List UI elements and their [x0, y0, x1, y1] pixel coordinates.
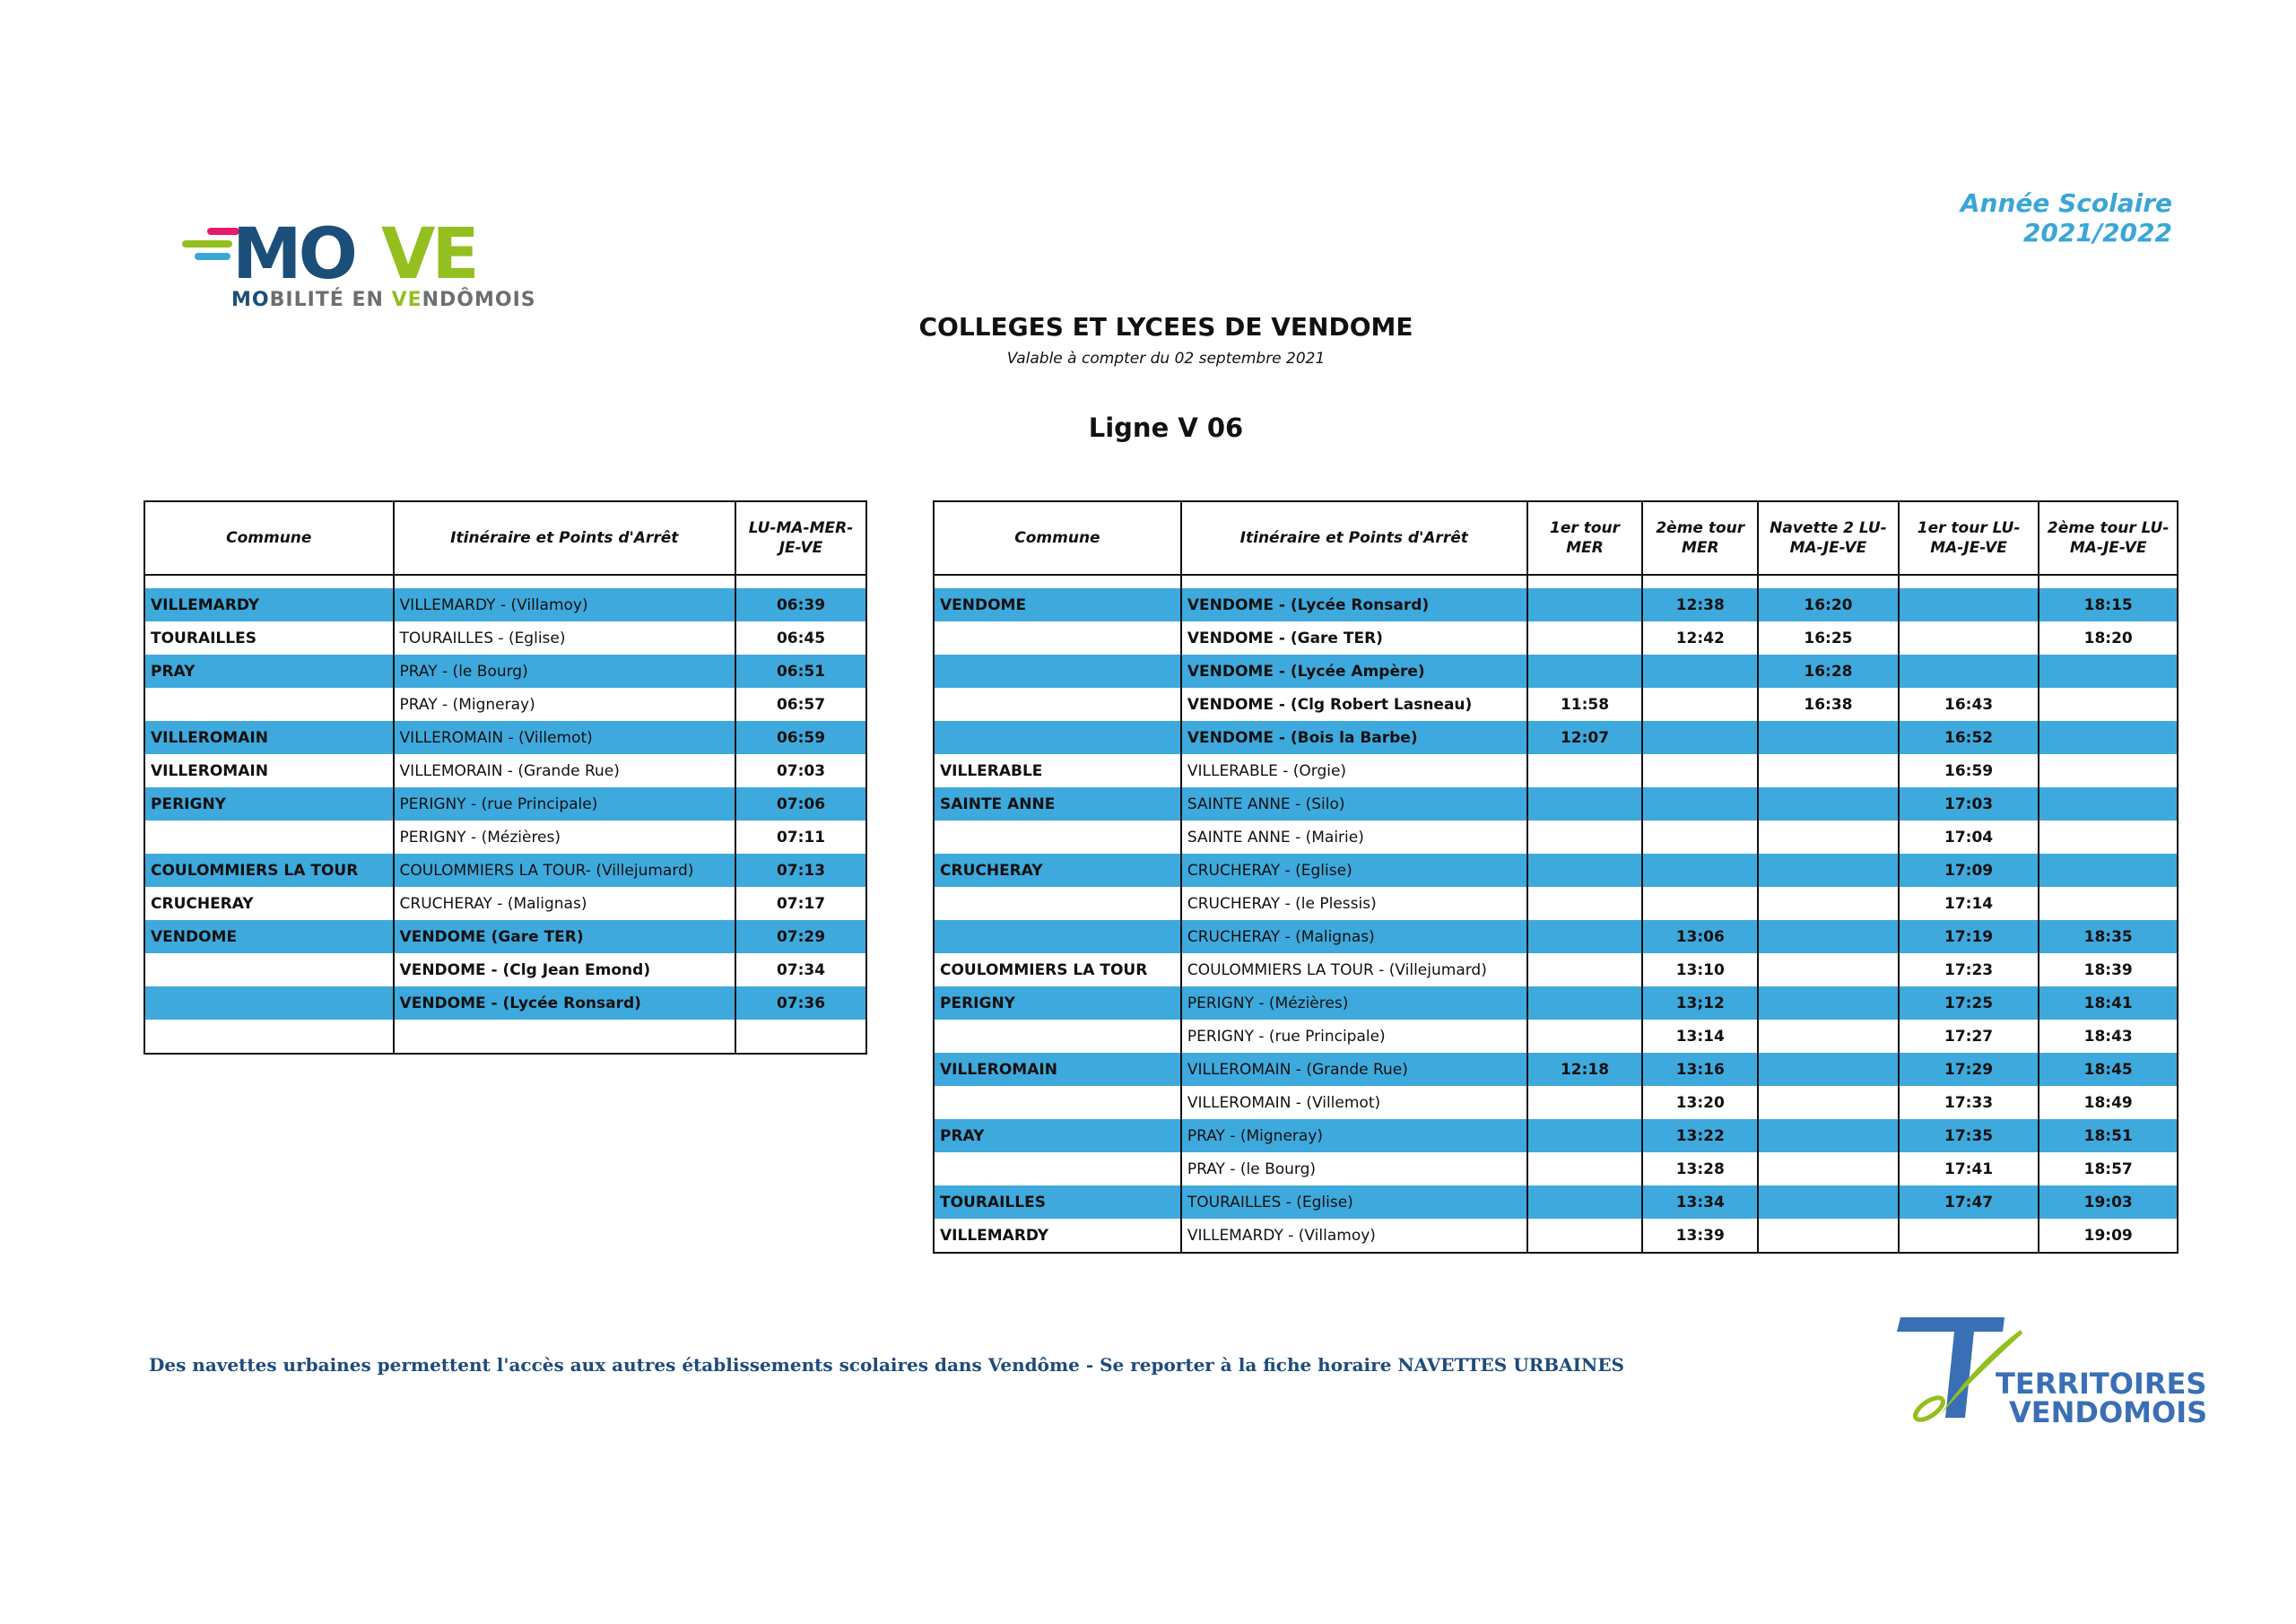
table-row: [934, 1086, 2178, 1119]
time-cell: 06:59: [735, 721, 866, 754]
commune-cell: [934, 655, 1181, 688]
commune-cell: CRUCHERAY: [144, 887, 394, 920]
time-cell: 07:13: [735, 854, 866, 887]
commune-cell: COULOMMIERS LA TOUR: [934, 953, 1181, 986]
time-cell: [1527, 821, 1643, 854]
commune-cell: TOURAILLES: [934, 1185, 1181, 1219]
commune-cell: VILLEROMAIN: [144, 721, 394, 754]
time-cell: 16:59: [1899, 754, 2039, 787]
table-row: [934, 655, 2178, 688]
time-cell: [1642, 721, 1758, 754]
stop-cell: VILLEROMAIN - (Villemot): [1181, 1086, 1527, 1119]
spacer-cell: [1642, 575, 1758, 588]
table-row: [144, 754, 866, 787]
commune-cell: SAINTE ANNE: [934, 787, 1181, 821]
stop-cell: PRAY - (le Bourg): [394, 655, 735, 688]
commune-cell: CRUCHERAY: [934, 854, 1181, 887]
time-cell: 17:09: [1899, 854, 2039, 887]
time-cell: 06:39: [735, 588, 866, 621]
time-cell: [2039, 655, 2178, 688]
table-row: [934, 1119, 2178, 1152]
time-cell: [1758, 754, 1899, 787]
time-cell: 18:20: [2039, 621, 2178, 655]
time-cell: [1527, 787, 1643, 821]
commune-cell: PRAY: [934, 1119, 1181, 1152]
commune-cell: VILLEROMAIN: [934, 1053, 1181, 1086]
time-cell: [1642, 754, 1758, 787]
stop-cell: PERIGNY - (Mézières): [394, 821, 735, 854]
time-cell: 17:25: [1899, 986, 2039, 1020]
time-cell: 17:23: [1899, 953, 2039, 986]
spacer-cell: [144, 575, 394, 588]
move-tagline: MOBILITÉ EN VENDÔMOIS: [231, 289, 536, 311]
commune-cell: [144, 1020, 394, 1054]
time-cell: 17:29: [1899, 1053, 2039, 1086]
table-row: [934, 1219, 2178, 1253]
time-cell: [1899, 621, 2039, 655]
time-cell: 16:38: [1758, 688, 1899, 721]
stop-cell: CRUCHERAY - (Eglise): [1181, 854, 1527, 887]
time-cell: [1527, 887, 1643, 920]
table-row: [934, 986, 2178, 1020]
time-cell: 13:22: [1642, 1119, 1758, 1152]
time-cell: [1527, 854, 1643, 887]
table-row: [144, 953, 866, 986]
time-cell: [1527, 1152, 1643, 1185]
time-cell: [1527, 986, 1643, 1020]
time-cell: 17:03: [1899, 787, 2039, 821]
stop-cell: PERIGNY - (rue Principale): [1181, 1020, 1527, 1053]
time-cell: 06:57: [735, 688, 866, 721]
spacer-cell: [2039, 575, 2178, 588]
time-cell: [1642, 787, 1758, 821]
time-cell: [1758, 1020, 1899, 1053]
time-cell: [1758, 1086, 1899, 1119]
commune-cell: VILLEMARDY: [934, 1219, 1181, 1253]
stop-cell: PRAY - (le Bourg): [1181, 1152, 1527, 1185]
stop-cell: VENDOME - (Gare TER): [1181, 621, 1527, 655]
col-header: Commune: [144, 501, 394, 575]
table-row: [144, 986, 866, 1020]
spacer-cell: [1758, 575, 1899, 588]
table-row: [144, 588, 866, 621]
stop-cell: TOURAILLES - (Eglise): [1181, 1185, 1527, 1219]
table-row: [144, 688, 866, 721]
spacer-cell: [735, 575, 866, 588]
commune-cell: [144, 688, 394, 721]
table-row: [144, 821, 866, 854]
col-header: Itinéraire et Points d'Arrêt: [394, 501, 735, 575]
time-cell: [1642, 688, 1758, 721]
time-cell: [2039, 787, 2178, 821]
time-cell: 13:39: [1642, 1219, 1758, 1253]
svg-text:MO: MO: [232, 217, 354, 295]
time-cell: [1527, 588, 1643, 621]
time-cell: 18:35: [2039, 920, 2178, 953]
commune-cell: VENDOME: [934, 588, 1181, 621]
col-header: Commune: [934, 501, 1181, 575]
time-cell: [1758, 1053, 1899, 1086]
page-title: COLLEGES ET LYCEES DE VENDOME: [918, 312, 1413, 342]
commune-cell: PERIGNY: [144, 787, 394, 821]
commune-cell: [934, 821, 1181, 854]
stop-cell: CRUCHERAY - (Malignas): [394, 887, 735, 920]
time-cell: [1758, 887, 1899, 920]
table-row: [144, 1020, 866, 1054]
col-header: 2ème tour MER: [1642, 501, 1758, 575]
col-header: 1er tour MER: [1527, 501, 1643, 575]
time-cell: 07:11: [735, 821, 866, 854]
time-cell: [1527, 1086, 1643, 1119]
table-row: [934, 1053, 2178, 1086]
time-cell: [1527, 953, 1643, 986]
time-cell: 17:27: [1899, 1020, 2039, 1053]
commune-cell: [934, 920, 1181, 953]
commune-cell: [934, 621, 1181, 655]
stop-cell: VENDOME - (Lycée Ronsard): [1181, 588, 1527, 621]
time-cell: 17:19: [1899, 920, 2039, 953]
time-cell: 18:15: [2039, 588, 2178, 621]
stop-cell: SAINTE ANNE - (Mairie): [1181, 821, 1527, 854]
time-cell: [1642, 821, 1758, 854]
table-row: [144, 621, 866, 655]
stop-cell: VILLEROMAIN - (Grande Rue): [1181, 1053, 1527, 1086]
time-cell: [2039, 887, 2178, 920]
time-cell: [1758, 787, 1899, 821]
time-cell: [1899, 655, 2039, 688]
time-cell: 17:14: [1899, 887, 2039, 920]
time-cell: 07:03: [735, 754, 866, 787]
time-cell: 17:35: [1899, 1119, 2039, 1152]
time-cell: 18:45: [2039, 1053, 2178, 1086]
commune-cell: PERIGNY: [934, 986, 1181, 1020]
time-cell: 07:36: [735, 986, 866, 1020]
stop-cell: VILLEMORAIN - (Grande Rue): [394, 754, 735, 787]
stop-cell: VILLEROMAIN - (Villemot): [394, 721, 735, 754]
time-cell: 17:47: [1899, 1185, 2039, 1219]
time-cell: 07:34: [735, 953, 866, 986]
table-row: [934, 787, 2178, 821]
stop-cell: VENDOME (Gare TER): [394, 920, 735, 953]
territoires-line2: VENDOMOIS: [2009, 1395, 2208, 1429]
table-row: [144, 887, 866, 920]
commune-cell: VILLEMARDY: [144, 588, 394, 621]
time-cell: 19:03: [2039, 1185, 2178, 1219]
time-cell: [1642, 887, 1758, 920]
col-header: 2ème tour LU-MA-JE-VE: [2039, 501, 2178, 575]
table-row: [934, 621, 2178, 655]
commune-cell: [144, 821, 394, 854]
time-cell: 07:17: [735, 887, 866, 920]
time-cell: [1527, 1119, 1643, 1152]
stop-cell: PRAY - (Migneray): [1181, 1119, 1527, 1152]
svg-text:VE: VE: [381, 217, 476, 295]
commune-cell: PRAY: [144, 655, 394, 688]
table-row: [934, 754, 2178, 787]
table-row: [934, 1020, 2178, 1053]
time-cell: 17:04: [1899, 821, 2039, 854]
spacer-cell: [934, 575, 1181, 588]
time-cell: [2039, 821, 2178, 854]
stop-cell: TOURAILLES - (Eglise): [394, 621, 735, 655]
time-cell: [1758, 920, 1899, 953]
time-cell: 12:18: [1527, 1053, 1643, 1086]
spacer-cell: [1181, 575, 1527, 588]
stop-cell: CRUCHERAY - (le Plessis): [1181, 887, 1527, 920]
table-row: [934, 920, 2178, 953]
validity-date: Valable à compter du 02 septembre 2021: [1006, 350, 1326, 368]
line-name: Ligne V 06: [1088, 413, 1244, 443]
commune-cell: VILLEROMAIN: [144, 754, 394, 787]
time-cell: [1758, 986, 1899, 1020]
time-cell: 12:07: [1527, 721, 1643, 754]
table-row: [934, 854, 2178, 887]
time-cell: 16:25: [1758, 621, 1899, 655]
time-cell: 13:16: [1642, 1053, 1758, 1086]
territoires-line1: TERRITOIRES: [1996, 1367, 2207, 1401]
time-cell: [1758, 1152, 1899, 1185]
stop-cell: [394, 1020, 735, 1054]
time-cell: [2039, 854, 2178, 887]
table-row: [144, 721, 866, 754]
time-cell: 17:41: [1899, 1152, 2039, 1185]
spacer-cell: [1899, 575, 2039, 588]
time-cell: [2039, 721, 2178, 754]
table-row: [934, 1152, 2178, 1185]
time-cell: [1758, 854, 1899, 887]
time-cell: [1527, 621, 1643, 655]
footer-note: Des navettes urbaines permettent l'accès aux autres établissements scolaires dans Vendôme - Se reporter à la fiche horaire NAVETTES URBAINES: [149, 1354, 1624, 1376]
timetable-return: [933, 500, 2179, 1254]
time-cell: 13:14: [1642, 1020, 1758, 1053]
stop-cell: VENDOME - (Bois la Barbe): [1181, 721, 1527, 754]
stop-cell: VENDOME - (Lycée Ronsard): [394, 986, 735, 1020]
stop-cell: PRAY - (Migneray): [394, 688, 735, 721]
time-cell: 06:51: [735, 655, 866, 688]
time-cell: [1758, 953, 1899, 986]
table-row: [934, 821, 2178, 854]
time-cell: 13;12: [1642, 986, 1758, 1020]
table-row: [934, 688, 2178, 721]
time-cell: 16:20: [1758, 588, 1899, 621]
col-header: 1er tour LU-MA-JE-VE: [1899, 501, 2039, 575]
time-cell: 18:41: [2039, 986, 2178, 1020]
col-header: LU-MA-MER-JE-VE: [735, 501, 866, 575]
time-cell: 16:52: [1899, 721, 2039, 754]
stop-cell: VENDOME - (Clg Robert Lasneau): [1181, 688, 1527, 721]
time-cell: [1758, 1219, 1899, 1253]
time-cell: [1527, 1219, 1643, 1253]
time-cell: [1527, 655, 1643, 688]
stop-cell: PERIGNY - (Mézières): [1181, 986, 1527, 1020]
commune-cell: [144, 986, 394, 1020]
time-cell: 12:38: [1642, 588, 1758, 621]
commune-cell: COULOMMIERS LA TOUR: [144, 854, 394, 887]
table-row: [934, 1185, 2178, 1219]
time-cell: 11:58: [1527, 688, 1643, 721]
spacer-cell: [394, 575, 735, 588]
time-cell: [2039, 754, 2178, 787]
commune-cell: [144, 953, 394, 986]
time-cell: 16:28: [1758, 655, 1899, 688]
commune-cell: [934, 1152, 1181, 1185]
time-cell: 17:33: [1899, 1086, 2039, 1119]
time-cell: [1899, 1219, 2039, 1253]
time-cell: [735, 1020, 866, 1054]
time-cell: 07:06: [735, 787, 866, 821]
time-cell: 18:43: [2039, 1020, 2178, 1053]
table-row: [144, 655, 866, 688]
time-cell: 18:57: [2039, 1152, 2178, 1185]
time-cell: [1527, 1020, 1643, 1053]
commune-cell: [934, 688, 1181, 721]
time-cell: 12:42: [1642, 621, 1758, 655]
time-cell: 19:09: [2039, 1219, 2178, 1253]
time-cell: 18:39: [2039, 953, 2178, 986]
time-cell: [1642, 854, 1758, 887]
time-cell: [1642, 655, 1758, 688]
commune-cell: [934, 721, 1181, 754]
table-row: [934, 588, 2178, 621]
commune-cell: TOURAILLES: [144, 621, 394, 655]
stop-cell: SAINTE ANNE - (Silo): [1181, 787, 1527, 821]
stop-cell: VILLEMARDY - (Villamoy): [394, 588, 735, 621]
time-cell: 13:20: [1642, 1086, 1758, 1119]
time-cell: [1899, 588, 2039, 621]
table-row: [144, 920, 866, 953]
col-header: Navette 2 LU-MA-JE-VE: [1758, 501, 1899, 575]
spacer-cell: [1527, 575, 1643, 588]
timetable-morning: [144, 500, 867, 1055]
commune-cell: VILLERABLE: [934, 754, 1181, 787]
time-cell: [1527, 1185, 1643, 1219]
time-cell: 13:28: [1642, 1152, 1758, 1185]
time-cell: [1758, 821, 1899, 854]
time-cell: 16:43: [1899, 688, 2039, 721]
table-row: [144, 787, 866, 821]
stop-cell: COULOMMIERS LA TOUR - (Villejumard): [1181, 953, 1527, 986]
time-cell: 13:06: [1642, 920, 1758, 953]
time-cell: [1527, 754, 1643, 787]
time-cell: [1758, 721, 1899, 754]
time-cell: 13:34: [1642, 1185, 1758, 1219]
stop-cell: COULOMMIERS LA TOUR- (Villejumard): [394, 854, 735, 887]
commune-cell: [934, 1086, 1181, 1119]
commune-cell: [934, 887, 1181, 920]
time-cell: 18:51: [2039, 1119, 2178, 1152]
commune-cell: [934, 1020, 1181, 1053]
commune-cell: VENDOME: [144, 920, 394, 953]
time-cell: [1527, 920, 1643, 953]
table-row: [934, 887, 2178, 920]
school-year: Année Scolaire 2021/2022: [1960, 188, 2172, 248]
time-cell: 07:29: [735, 920, 866, 953]
time-cell: 06:45: [735, 621, 866, 655]
time-cell: [2039, 688, 2178, 721]
stop-cell: VILLERABLE - (Orgie): [1181, 754, 1527, 787]
table-row: [934, 721, 2178, 754]
table-row: [934, 953, 2178, 986]
col-header: Itinéraire et Points d'Arrêt: [1181, 501, 1527, 575]
stop-cell: PERIGNY - (rue Principale): [394, 787, 735, 821]
time-cell: [1758, 1185, 1899, 1219]
time-cell: 18:49: [2039, 1086, 2178, 1119]
table-row: [144, 854, 866, 887]
stop-cell: VILLEMARDY - (Villamoy): [1181, 1219, 1527, 1253]
time-cell: 13:10: [1642, 953, 1758, 986]
stop-cell: VENDOME - (Lycée Ampère): [1181, 655, 1527, 688]
time-cell: [1758, 1119, 1899, 1152]
stop-cell: CRUCHERAY - (Malignas): [1181, 920, 1527, 953]
stop-cell: VENDOME - (Clg Jean Emond): [394, 953, 735, 986]
